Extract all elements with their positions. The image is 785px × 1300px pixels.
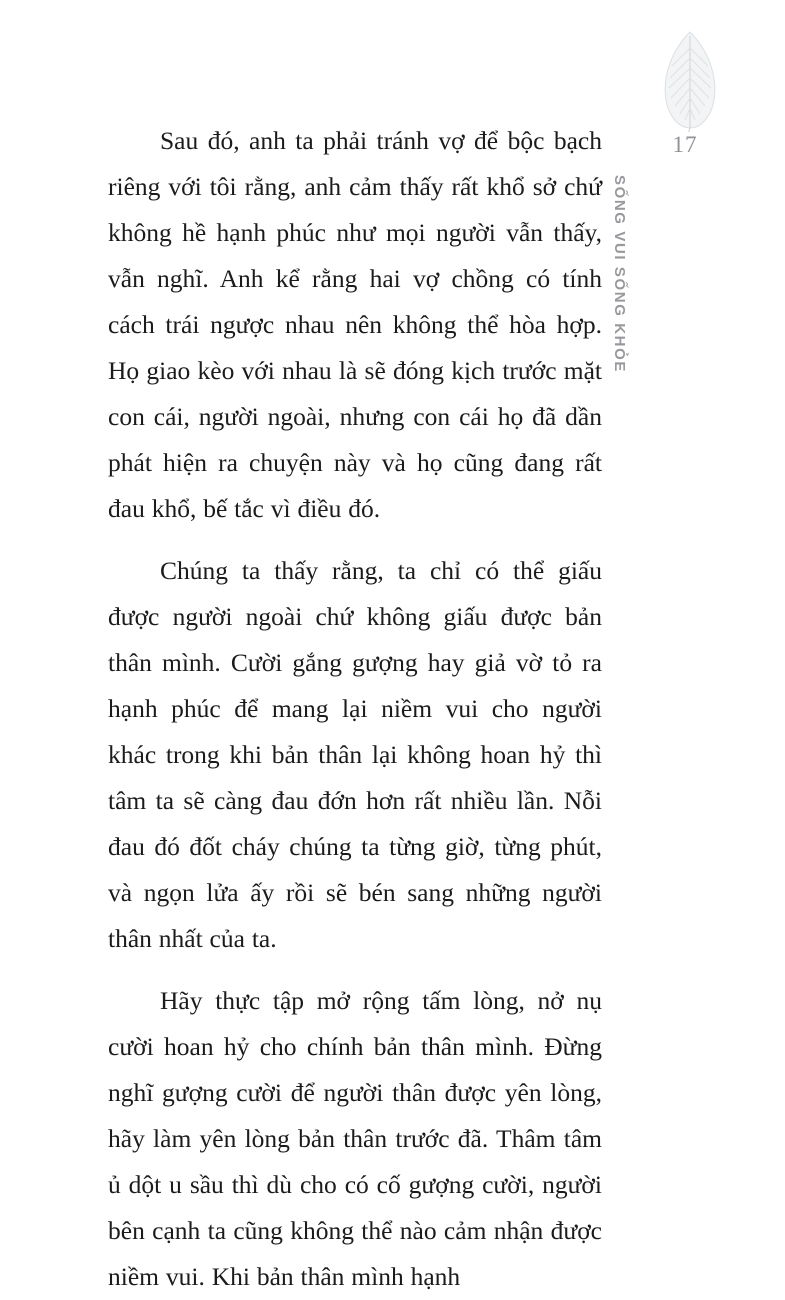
paragraph: Hãy thực tập mở rộng tấm lòng, nở nụ cười hoan hỷ cho chính bản thân mình. Đừng nghĩ gượng cười để người thân được yên lòng, hãy làm yên lòng bản thân trước đã. Thâm tâm ủ dột u sầu thì dù cho có cố gượng cười, người bên cạnh ta cũng không thể nào cảm nhận được niềm vui. Khi bản thân mình hạnh bbox=[108, 986, 602, 1291]
paragraph: Chúng ta thấy rằng, ta chỉ có thể giấu được người ngoài chứ không giấu được bản thân mình. Cười gắng gượng hay giả vờ tỏ ra hạnh phúc để mang lại niềm vui cho người khác trong khi bản thân lại không hoan hỷ thì tâm ta sẽ càng đau đớn hơn rất nhiều lần. Nỗi đau đó đốt cháy chúng ta từng giờ, từng phút, và ngọn lửa ấy rồi sẽ bén sang những người thân nhất của ta. bbox=[108, 556, 602, 953]
body-text bbox=[108, 118, 602, 1300]
running-head: SỐNG VUI SỐNG KHỎE bbox=[611, 175, 628, 373]
paragraph: Sau đó, anh ta phải tránh vợ để bộc bạch riêng với tôi rằng, anh cảm thấy rất khổ sở chứ không hề hạnh phúc như mọi người vẫn thấy, vẫn nghĩ. Anh kể rằng hai vợ chồng có tính cách trái ngược nhau nên không thể hòa hợp. Họ giao kèo với nhau là sẽ đóng kịch trước mặt con cái, người ngoài, nhưng con cái họ đã dần phát hiện ra chuyện này và họ cũng đang rất đau khổ, bế tắc vì điều đó. bbox=[108, 126, 602, 523]
page-margin-column bbox=[610, 0, 785, 1246]
page-number: 17 bbox=[672, 132, 698, 157]
leaf-icon bbox=[642, 28, 738, 132]
